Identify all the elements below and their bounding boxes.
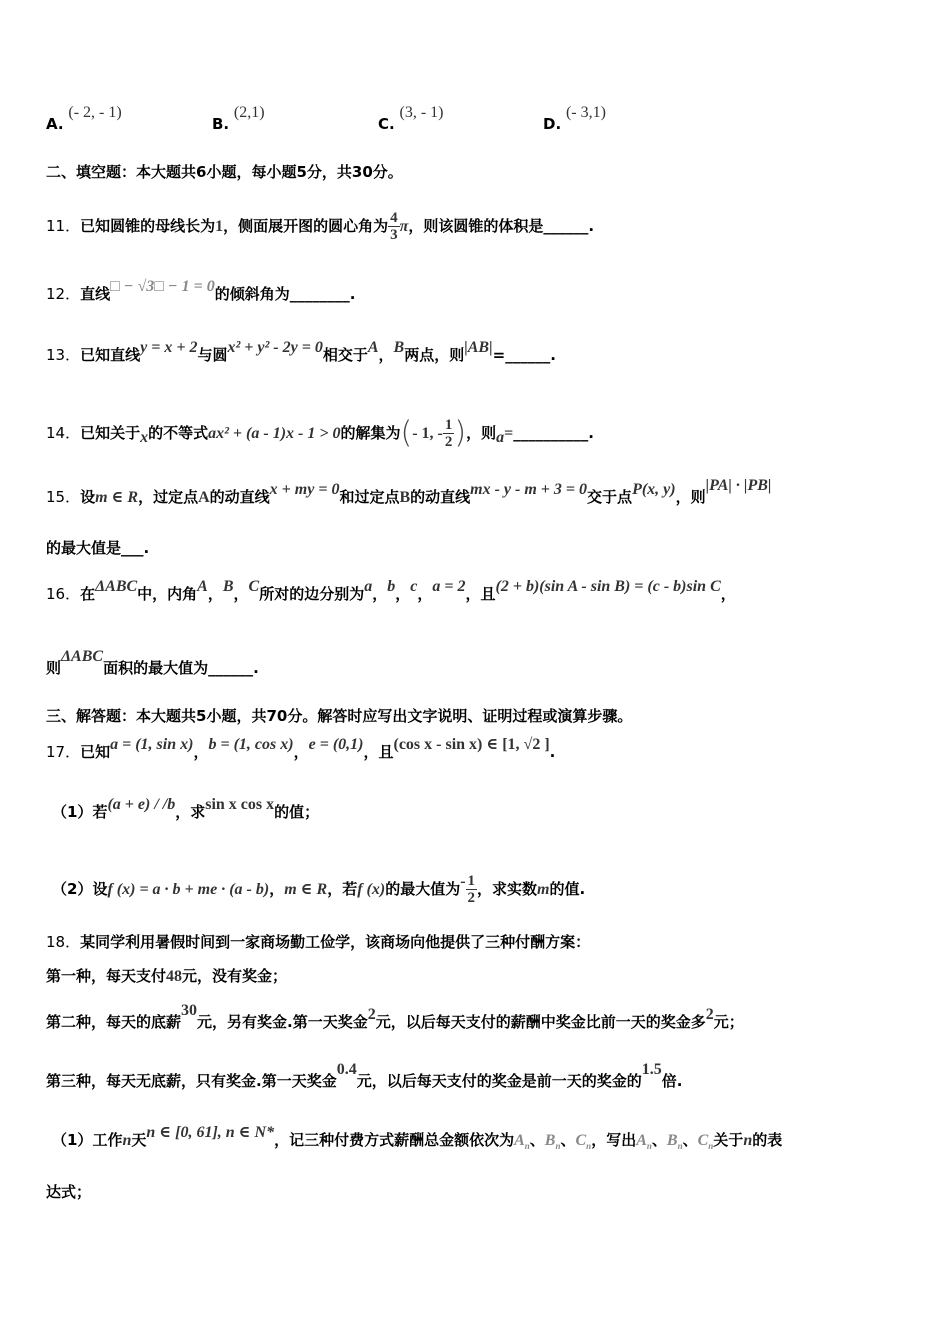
question-18: 18．某同学利用暑假时间到一家商场勤工俭学，该商场向他提供了三种付酬方案：: [46, 933, 591, 951]
question-16: 16．在ΔABC中，内角A，B，C所对的边分别为a，b，c，a = 2，且(2 + b)(sin A - sin B) = (c - b)sin C，: [46, 578, 736, 603]
question-18-part1: （1）工作n天n ∈ [0, 61], n ∈ N*，记三种付费方式薪酬总金额依次为$A_n$、$B_n$、$C_n$，写出$A_n$、$B_n$、$C_n$关于n的表: [52, 1124, 783, 1151]
question-18-part1-line2: 达式；: [46, 1183, 92, 1201]
question-13: 13．已知直线y = x + 2与圆x² + y² - 2y = 0相交于A，B两点，则|AB|=______.: [46, 339, 556, 364]
question-17-part1: （1）若(a + e) / /b，求sin x cos x的值；: [52, 796, 320, 821]
option-c: C. (3, - 1): [378, 104, 444, 133]
question-15: 15．设m ∈ R，过定点A的动直线x + my = 0和过定点B的动直线mx - y - m + 3 = 0交于点P(x, y)，则|PA| · |PB|: [46, 477, 772, 506]
question-12: 12．直线□ − √3□ − 1 = 0的倾斜角为________.: [46, 278, 356, 303]
section2-heading: 二、填空题：本大题共6小题，每小题5分，共30分。: [46, 163, 403, 181]
question-18-scheme1: 第一种，每天支付48元，没有奖金；: [46, 967, 288, 985]
question-15-line2: 的最大值是___.: [46, 539, 150, 557]
question-17-part2: （2）设f (x) = a · b + me · (a - b)，m ∈ R，若f (x)的最大值为- $\frac{1}{2}$ ，求实数m的值.: [52, 873, 586, 906]
option-d: D. (- 3,1): [543, 104, 606, 133]
question-17: 17．已知a = (1, sin x)，b = (1, cos x)，e = (0,1)，且(cos x - sin x) ∈ [1, √2 ].: [46, 736, 556, 761]
option-a: A. (- 2, - 1): [46, 104, 122, 133]
section3-heading: 三、解答题：本大题共5小题，共70分。解答时应写出文字说明、证明过程或演算步骤。: [46, 707, 633, 725]
option-b: B. (2,1): [212, 104, 265, 133]
question-16-line2: 则ΔABC面积的最大值为______.: [46, 648, 259, 677]
question-14: 14．已知关于x的不等式ax² + (a - 1)x - 1 > 0的解集为(- 1, - $\frac{1}{2}$ )，则a=__________.: [46, 415, 594, 451]
question-18-scheme3: 第三种，每天无底薪，只有奖金.第一天奖金0.4元，以后每天支付的奖金是前一天的奖金的1.5倍.: [46, 1061, 683, 1090]
question-11: 11．已知圆锥的母线长为1，侧面展开图的圆心角为 $\frac{4}{3}$ π，则该圆锥的体积是______.: [46, 210, 595, 243]
question-18-scheme2: 第二种，每天的底薪30元，另有奖金.第一天奖金2元，以后每天支付的薪酬中奖金比前一天的奖金多2元；: [46, 1002, 744, 1031]
